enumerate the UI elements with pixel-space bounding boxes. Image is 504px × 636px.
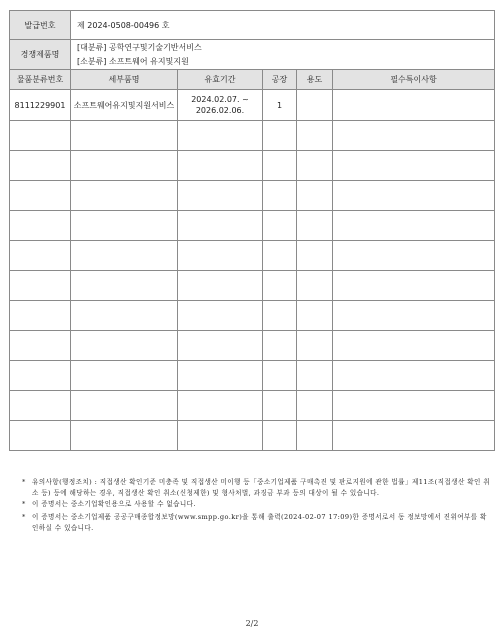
cell-item [71, 121, 178, 151]
column-header-factory: 공장 [263, 70, 297, 90]
table-row [10, 211, 495, 241]
cell-usage [297, 241, 333, 271]
validity-end: 2026.02.06. [195, 106, 245, 115]
cell-notes [333, 391, 495, 421]
product-minor-category: [소분류] 소프트웨어 유지및지원 [77, 56, 189, 66]
cell-item [71, 241, 178, 271]
cell-factory [263, 241, 297, 271]
cell-notes [333, 151, 495, 181]
table-row [10, 241, 495, 271]
cell-validity [178, 271, 263, 301]
cell-item [71, 151, 178, 181]
product-name-value [71, 40, 495, 70]
table-row [10, 151, 495, 181]
cell-factory [263, 151, 297, 181]
table-row [10, 271, 495, 301]
cell-item [71, 421, 178, 451]
validity-start: 2024.02.07. ~ [191, 95, 249, 104]
notice-item [22, 499, 492, 510]
cell-code [10, 211, 71, 241]
notice-bullet: * [22, 500, 26, 508]
cell-usage [297, 151, 333, 181]
cell-usage [297, 331, 333, 361]
issue-number-value: 제 2024-0508-00496 호 [71, 11, 495, 40]
product-name-label: 경쟁제품명 [10, 40, 71, 70]
cell-item [71, 301, 178, 331]
cell-usage [297, 121, 333, 151]
cell-validity [178, 421, 263, 451]
cell-code [10, 421, 71, 451]
column-header-item: 세부품명 [71, 70, 178, 90]
cell-code [10, 181, 71, 211]
cell-factory [263, 181, 297, 211]
cell-item [71, 211, 178, 241]
cell-factory [263, 211, 297, 241]
cell-usage [297, 301, 333, 331]
notice-section [22, 477, 492, 534]
cell-factory-text: 1 [276, 100, 283, 110]
cell-validity [178, 211, 263, 241]
cell-item [71, 391, 178, 421]
cell-factory [263, 121, 297, 151]
table-row [10, 181, 495, 211]
cell-usage [297, 421, 333, 451]
notice-text: 이 증명서는 중소기업확인용으로 사용할 수 없습니다. [32, 500, 196, 508]
column-header-usage: 용도 [297, 70, 333, 90]
cell-notes [333, 121, 495, 151]
cell-factory [263, 361, 297, 391]
cell-code [10, 391, 71, 421]
cell-usage [297, 361, 333, 391]
cell-factory [263, 331, 297, 361]
cell-notes [333, 301, 495, 331]
cell-code-text: 8111229901 [14, 100, 66, 110]
cell-validity [178, 361, 263, 391]
table-row [10, 331, 495, 361]
notice-bullet: * [22, 478, 26, 486]
cell-notes [333, 271, 495, 301]
cell-item [71, 181, 178, 211]
cell-validity [178, 391, 263, 421]
table-row [10, 421, 495, 451]
notice-bullet: * [22, 513, 26, 521]
cell-usage [297, 271, 333, 301]
cell-code [10, 241, 71, 271]
cell-factory [263, 391, 297, 421]
cell-usage [297, 181, 333, 211]
notice-item [22, 477, 492, 499]
cell-code [10, 361, 71, 391]
cell-notes [333, 90, 495, 121]
column-header-notes: 필수특이사항 [333, 70, 495, 90]
issue-number-label: 발급번호 [10, 11, 71, 40]
cell-notes [333, 361, 495, 391]
issue-number-row [10, 11, 495, 40]
cell-code [10, 151, 71, 181]
table-row [10, 121, 495, 151]
notice-item [22, 512, 492, 534]
cell-usage [297, 90, 333, 121]
cell-factory [263, 421, 297, 451]
table-row [10, 361, 495, 391]
cell-item [71, 331, 178, 361]
column-header-code: 물품분류번호 [10, 70, 71, 90]
cell-validity [178, 331, 263, 361]
cell-usage [297, 211, 333, 241]
cell-usage [297, 391, 333, 421]
table-header-row [10, 70, 495, 90]
cell-code [10, 90, 71, 121]
table-row [10, 301, 495, 331]
cell-factory [263, 271, 297, 301]
table-row [10, 391, 495, 421]
column-header-validity: 유효기간 [178, 70, 263, 90]
cell-code [10, 121, 71, 151]
product-name-row [10, 40, 495, 70]
notice-text: 이 증명서는 중소기업제품 공공구매종합정보망(www.smpp.go.kr)을 통해 출력(2024-02-07 17:09)한 증명서로서 동 정보망에서 진위여부를 확인하실 수 있습니다. [32, 513, 487, 532]
cell-notes [333, 331, 495, 361]
certificate-table [9, 10, 495, 451]
cell-validity [178, 181, 263, 211]
cell-code [10, 301, 71, 331]
cell-code [10, 271, 71, 301]
cell-notes [333, 211, 495, 241]
table-row [10, 90, 495, 121]
cell-notes [333, 181, 495, 211]
cell-factory [263, 301, 297, 331]
cell-validity [178, 121, 263, 151]
cell-item [71, 90, 178, 121]
cell-notes [333, 421, 495, 451]
cell-validity [178, 90, 263, 121]
cell-code [10, 331, 71, 361]
cell-validity [178, 241, 263, 271]
cell-notes [333, 241, 495, 271]
cell-validity [178, 151, 263, 181]
cell-factory [263, 90, 297, 121]
cell-item-text: 소프트웨어유지및지원서비스 [73, 100, 175, 110]
cell-item [71, 271, 178, 301]
page-number: 2/2 [245, 619, 259, 628]
cell-item [71, 361, 178, 391]
cell-validity [178, 301, 263, 331]
notice-text: 유의사항(행정조치) : 직접생산 확인기준 미충족 및 직접생산 미이행 등「중소기업제품 구매촉진 및 판로지원에 관한 법률」제11조(직접생산 확인 취소 등) 등에 해당하는 경우, 직접생산 확인 취소(신청제한) 및 형사처벌, 과징금 부과 등의 대상이 될 수 있습니다. [32, 478, 491, 497]
product-major-category: [대분류] 공학연구및기술기반서비스 [77, 42, 202, 52]
